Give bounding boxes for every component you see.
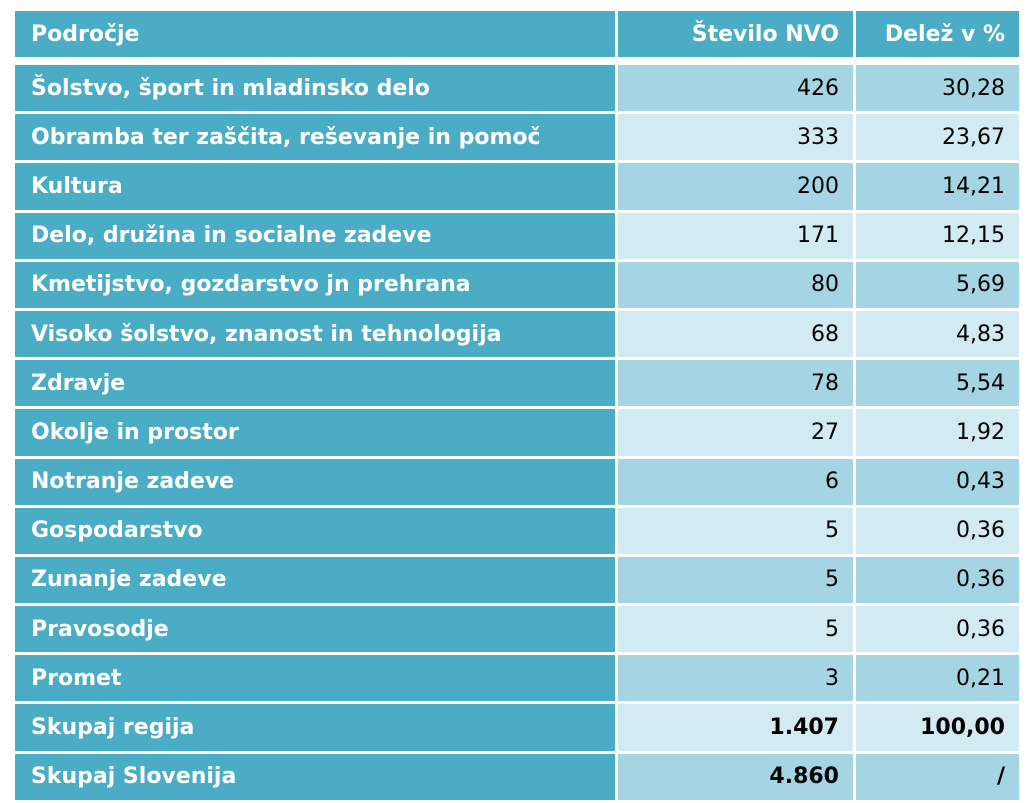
share-cell: 0,36 [856,557,1019,603]
table-row [15,311,1019,357]
count-cell: 6 [618,459,853,505]
share-cell: 0,36 [856,606,1019,652]
table-row [15,508,1019,554]
table-row [15,65,1019,111]
share-cell: 0,21 [856,655,1019,701]
header-area: Področje [15,11,615,62]
count-cell: 5 [618,557,853,603]
table-row [15,360,1019,406]
count-cell: 68 [618,311,853,357]
share-cell: 100,00 [856,704,1019,750]
share-cell: 5,69 [856,262,1019,308]
count-cell: 200 [618,163,853,209]
table-row [15,409,1019,455]
area-cell: Šolstvo, šport in mladinsko delo [15,65,615,111]
share-cell: 30,28 [856,65,1019,111]
area-cell: Kultura [15,163,615,209]
area-cell: Obramba ter zaščita, reševanje in pomoč [15,114,615,160]
count-cell: 27 [618,409,853,455]
area-cell: Gospodarstvo [15,508,615,554]
share-cell: 5,54 [856,360,1019,406]
area-cell: Promet [15,655,615,701]
table-row [15,459,1019,505]
table-body [15,65,1019,800]
count-cell: 3 [618,655,853,701]
share-cell: 0,43 [856,459,1019,505]
share-cell: / [856,754,1019,800]
table-row [15,114,1019,160]
area-cell: Zunanje zadeve [15,557,615,603]
table-row [15,655,1019,701]
total-row [15,704,1019,750]
ngo-areas-table [12,8,1022,803]
count-cell: 4.860 [618,754,853,800]
table-row [15,262,1019,308]
share-cell: 0,36 [856,508,1019,554]
count-cell: 78 [618,360,853,406]
header-row [15,11,1019,62]
table-row [15,557,1019,603]
count-cell: 171 [618,213,853,259]
share-cell: 23,67 [856,114,1019,160]
total-row [15,754,1019,800]
share-cell: 14,21 [856,163,1019,209]
share-cell: 4,83 [856,311,1019,357]
count-cell: 5 [618,508,853,554]
area-cell: Skupaj regija [15,704,615,750]
count-cell: 426 [618,65,853,111]
table-row [15,163,1019,209]
table-row [15,606,1019,652]
table-row [15,213,1019,259]
area-cell: Okolje in prostor [15,409,615,455]
count-cell: 333 [618,114,853,160]
share-cell: 1,92 [856,409,1019,455]
area-cell: Notranje zadeve [15,459,615,505]
area-cell: Pravosodje [15,606,615,652]
area-cell: Zdravje [15,360,615,406]
area-cell: Kmetijstvo, gozdarstvo jn prehrana [15,262,615,308]
count-cell: 80 [618,262,853,308]
area-cell: Delo, družina in socialne zadeve [15,213,615,259]
header-share: Delež v % [856,11,1019,62]
count-cell: 1.407 [618,704,853,750]
area-cell: Skupaj Slovenija [15,754,615,800]
area-cell: Visoko šolstvo, znanost in tehnologija [15,311,615,357]
share-cell: 12,15 [856,213,1019,259]
header-count: Število NVO [618,11,853,62]
count-cell: 5 [618,606,853,652]
